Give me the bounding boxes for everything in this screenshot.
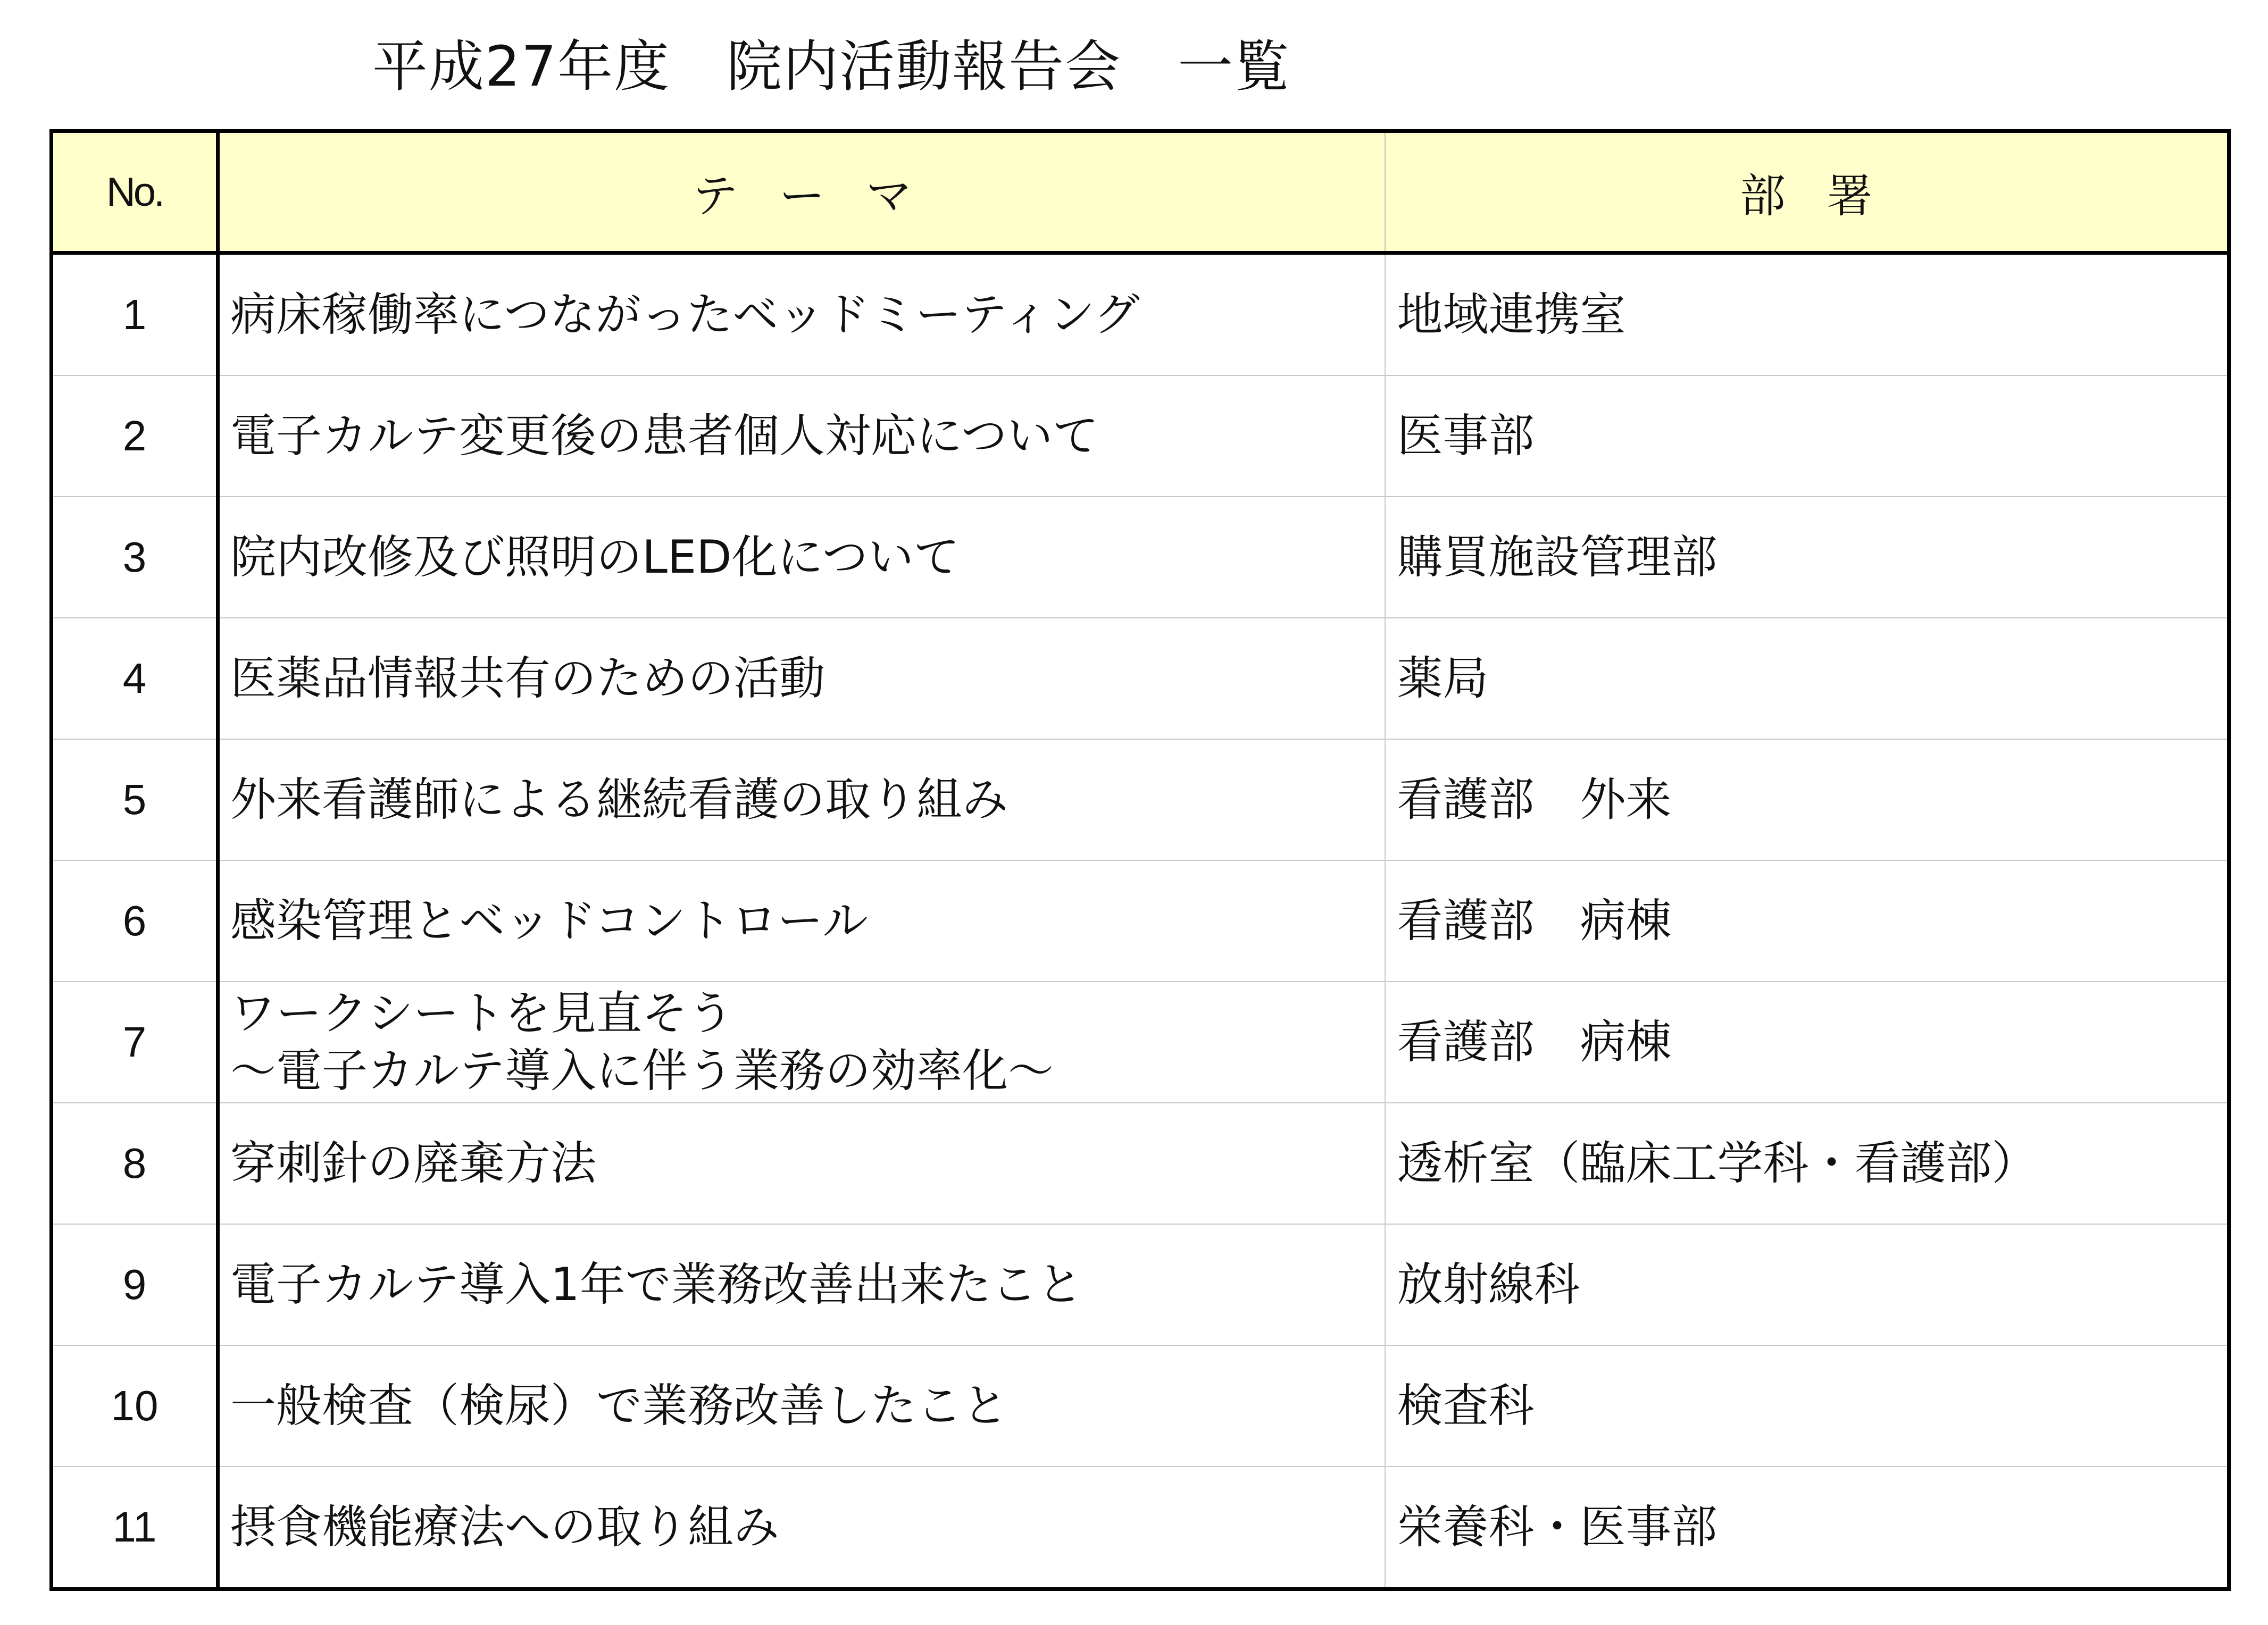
row-department: 地域連携室 xyxy=(1385,253,2229,376)
theme-line: 穿刺針の廃棄方法 xyxy=(230,1137,596,1190)
row-theme xyxy=(218,618,1385,739)
row-theme xyxy=(218,375,1385,497)
header-row xyxy=(52,131,2229,253)
row-department: 薬局 xyxy=(1385,618,2229,739)
row-number: 10 xyxy=(52,1345,218,1467)
table-body xyxy=(52,253,2229,1589)
theme-line: 電子カルテ導入1年で業務改善出来たこと xyxy=(230,1258,1083,1311)
table-row xyxy=(52,1467,2229,1589)
table-row xyxy=(52,375,2229,497)
row-number: 9 xyxy=(52,1224,218,1345)
row-number: 11 xyxy=(52,1467,218,1589)
theme-line: 電子カルテ変更後の患者個人対応について xyxy=(230,409,1099,463)
table-row xyxy=(52,860,2229,982)
row-theme xyxy=(218,1224,1385,1345)
row-number: 4 xyxy=(52,618,218,739)
row-department: 購買施設管理部 xyxy=(1385,497,2229,618)
row-department: 放射線科 xyxy=(1385,1224,2229,1345)
row-theme xyxy=(218,1467,1385,1589)
table-row xyxy=(52,253,2229,376)
row-theme xyxy=(218,739,1385,860)
table-row xyxy=(52,618,2229,739)
report-table xyxy=(49,129,2231,1591)
table-row xyxy=(52,497,2229,618)
row-number: 7 xyxy=(52,982,218,1103)
row-number: 1 xyxy=(52,253,218,376)
row-theme xyxy=(218,497,1385,618)
table-row xyxy=(52,1345,2229,1467)
theme-line: 感染管理とベッドコントロール xyxy=(230,894,868,948)
table-row xyxy=(52,1103,2229,1224)
row-department: 栄養科・医事部 xyxy=(1385,1467,2229,1589)
row-number: 6 xyxy=(52,860,218,982)
row-theme xyxy=(218,860,1385,982)
row-number: 3 xyxy=(52,497,218,618)
theme-line: ～電子カルテ導入に伴う業務の効率化～ xyxy=(230,1044,1054,1098)
row-theme xyxy=(218,982,1385,1103)
theme-line: 病床稼働率につながったベッドミーティング xyxy=(230,288,1140,341)
row-department: 看護部 病棟 xyxy=(1385,860,2229,982)
table-row xyxy=(52,739,2229,860)
table-row xyxy=(52,982,2229,1103)
row-number: 8 xyxy=(52,1103,218,1224)
row-theme xyxy=(218,253,1385,376)
theme-line: 摂食機能療法への取り組み xyxy=(230,1501,779,1554)
row-theme xyxy=(218,1103,1385,1224)
header-theme: テーマ xyxy=(218,131,1385,253)
theme-line: 一般検査（検尿）で業務改善したこと xyxy=(230,1379,1008,1433)
row-department: 検査科 xyxy=(1385,1345,2229,1467)
theme-line: 医薬品情報共有のための活動 xyxy=(230,652,825,705)
page-title: 平成27年度 院内活動報告会 一覧 xyxy=(372,34,1291,99)
row-department: 看護部 病棟 xyxy=(1385,982,2229,1103)
theme-line: 外来看護師による継続看護の取り組み xyxy=(230,773,1008,826)
table-row xyxy=(52,1224,2229,1345)
header-department: 部署 xyxy=(1385,131,2229,253)
row-theme xyxy=(218,1345,1385,1467)
row-department: 医事部 xyxy=(1385,375,2229,497)
theme-line: ワークシートを見直そう xyxy=(230,987,733,1040)
row-department: 看護部 外来 xyxy=(1385,739,2229,860)
theme-line: 院内改修及び照明のLED化について xyxy=(230,531,960,584)
row-number: 2 xyxy=(52,375,218,497)
row-number: 5 xyxy=(52,739,218,860)
row-department: 透析室（臨床工学科・看護部） xyxy=(1385,1103,2229,1224)
header-no: No. xyxy=(52,131,218,253)
